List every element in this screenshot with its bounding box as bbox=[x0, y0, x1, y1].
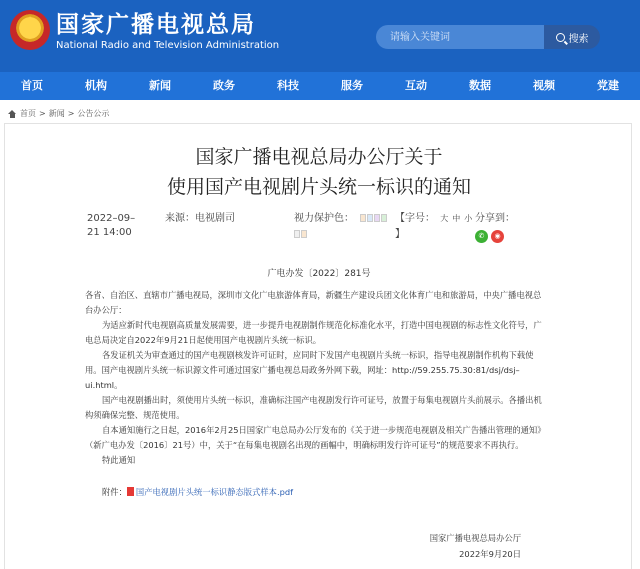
breadcrumb-announcements[interactable]: 公告公示 bbox=[77, 109, 110, 118]
font-size-control bbox=[395, 212, 474, 226]
pdf-icon bbox=[127, 487, 134, 496]
nav-item-home[interactable]: 首页 bbox=[21, 79, 43, 92]
breadcrumb bbox=[8, 108, 109, 119]
article-title-line1: 国家广播电视总局办公厅关于 bbox=[195, 146, 443, 168]
share-label: 分享到： bbox=[475, 213, 515, 224]
vision-color-swatch-5[interactable] bbox=[294, 230, 300, 238]
home-icon bbox=[8, 110, 17, 118]
site-name-cn[interactable]: 国家广播电视总局 bbox=[56, 12, 256, 38]
vision-color-swatch-3[interactable] bbox=[374, 214, 380, 222]
paragraph: 为适应新时代电视剧高质量发展需要，进一步提升电视剧制作规范化标准化水平，打造中国电视剧的标志性文化符号，广电总局决定自2022年9月21日起使用国产电视剧片头统一标识。 bbox=[85, 320, 542, 345]
search-icon bbox=[556, 33, 565, 42]
vision-color-swatch-6[interactable] bbox=[301, 230, 307, 238]
article-title-line2: 使用国产电视剧片头统一标识的通知 bbox=[166, 176, 471, 198]
breadcrumb-home[interactable]: 首页 bbox=[20, 109, 36, 118]
font-size-medium[interactable]: 中 bbox=[452, 214, 461, 223]
font-size-label-close: 】 bbox=[395, 229, 405, 240]
vision-color-swatch-4[interactable] bbox=[381, 214, 387, 222]
search-button[interactable] bbox=[544, 25, 600, 49]
vision-color-swatch-2[interactable] bbox=[367, 214, 373, 222]
publish-date-line2: 21 14:00 bbox=[87, 227, 132, 238]
breadcrumb-separator: > bbox=[67, 109, 75, 118]
font-size-small[interactable]: 小 bbox=[464, 214, 473, 223]
vision-color-picker-row2 bbox=[294, 228, 308, 242]
attachment-label: 附件： bbox=[102, 487, 127, 497]
nav-item-party-building[interactable]: 党建 bbox=[597, 79, 619, 92]
attachment bbox=[102, 486, 293, 498]
document-number: 广电办发〔2022〕281号 bbox=[267, 269, 371, 279]
nav-item-data[interactable]: 数据 bbox=[469, 79, 491, 92]
breadcrumb-separator: > bbox=[39, 109, 46, 118]
nav-item-video[interactable]: 视频 bbox=[533, 79, 555, 92]
weibo-share-icon[interactable]: ◉ bbox=[491, 230, 504, 243]
nav-item-news[interactable]: 新闻 bbox=[149, 79, 171, 92]
paragraph: 国产电视剧播出时，须使用片头统一标识，准确标注国产电视剧发行许可证号，放置于每集电视剧片头前展示。各播出机构须确保完整、规范使用。 bbox=[85, 395, 542, 420]
paragraph-closing: 特此通知 bbox=[102, 455, 136, 465]
site-name-en: National Radio and Television Administration bbox=[56, 40, 280, 51]
nav-item-organization[interactable]: 机构 bbox=[85, 79, 107, 92]
nav-item-interaction[interactable]: 互动 bbox=[405, 79, 427, 92]
wechat-share-icon[interactable]: ✆ bbox=[475, 230, 488, 243]
nav-item-technology[interactable]: 科技 bbox=[277, 79, 299, 92]
paragraph: 自本通知施行之日起，2016年2月25日国家广电总局办公厅发布的《关于进一步规范电视剧及相关广告播出管理的通知》（新广电办发〔2016〕21号）中，关于“在每集电视剧名出现的画幅中，明确标明发行许可证号”的规范要求不再执行。 bbox=[85, 425, 546, 450]
article-panel bbox=[4, 123, 632, 569]
article-body bbox=[85, 288, 549, 468]
vision-color-swatch-1[interactable] bbox=[360, 214, 366, 222]
paragraph: 各发证机关为审查通过的国产电视剧核发许可证时，应同时下发国产电视剧片头统一标识，指导电视剧制作机构下载使用。国产电视剧片头统一标识源文件可通过国家广播电视总局政务外网下载，网址：http://59.255.75.30:81/dsj/dsj–ui.html。 bbox=[85, 350, 534, 390]
main-nav bbox=[0, 72, 640, 100]
publish-date-line1: 2022–09– bbox=[87, 213, 136, 224]
font-size-large[interactable]: 大 bbox=[440, 214, 449, 223]
search-button-label: 搜索 bbox=[568, 33, 589, 45]
breadcrumb-news[interactable]: 新闻 bbox=[48, 109, 65, 118]
publish-date bbox=[87, 212, 135, 240]
article-source: 来源：电视剧司 bbox=[165, 213, 235, 224]
signature-date: 2022年9月20日 bbox=[459, 549, 521, 559]
attachment-link[interactable]: 国产电视剧片头统一标识静态版式样本.pdf bbox=[135, 487, 294, 497]
site-header bbox=[0, 0, 640, 72]
vision-color-picker bbox=[360, 212, 388, 226]
nav-item-service[interactable]: 服务 bbox=[341, 79, 363, 92]
search-box bbox=[376, 25, 600, 49]
paragraph-addressees: 各省、自治区、直辖市广播电视局，深圳市文化广电旅游体育局，新疆生产建设兵团文化体育广电和旅游局，中央广播电视总台办公厅： bbox=[85, 290, 542, 315]
font-size-label-open: 【字号： bbox=[395, 213, 435, 224]
national-emblem-logo[interactable]: ★ bbox=[10, 10, 50, 50]
vision-color-label: 视力保护色： bbox=[294, 213, 354, 224]
signature-issuer: 国家广播电视总局办公厅 bbox=[429, 533, 521, 543]
nav-item-government-affairs[interactable]: 政务 bbox=[213, 79, 235, 92]
search-input[interactable] bbox=[376, 25, 544, 49]
